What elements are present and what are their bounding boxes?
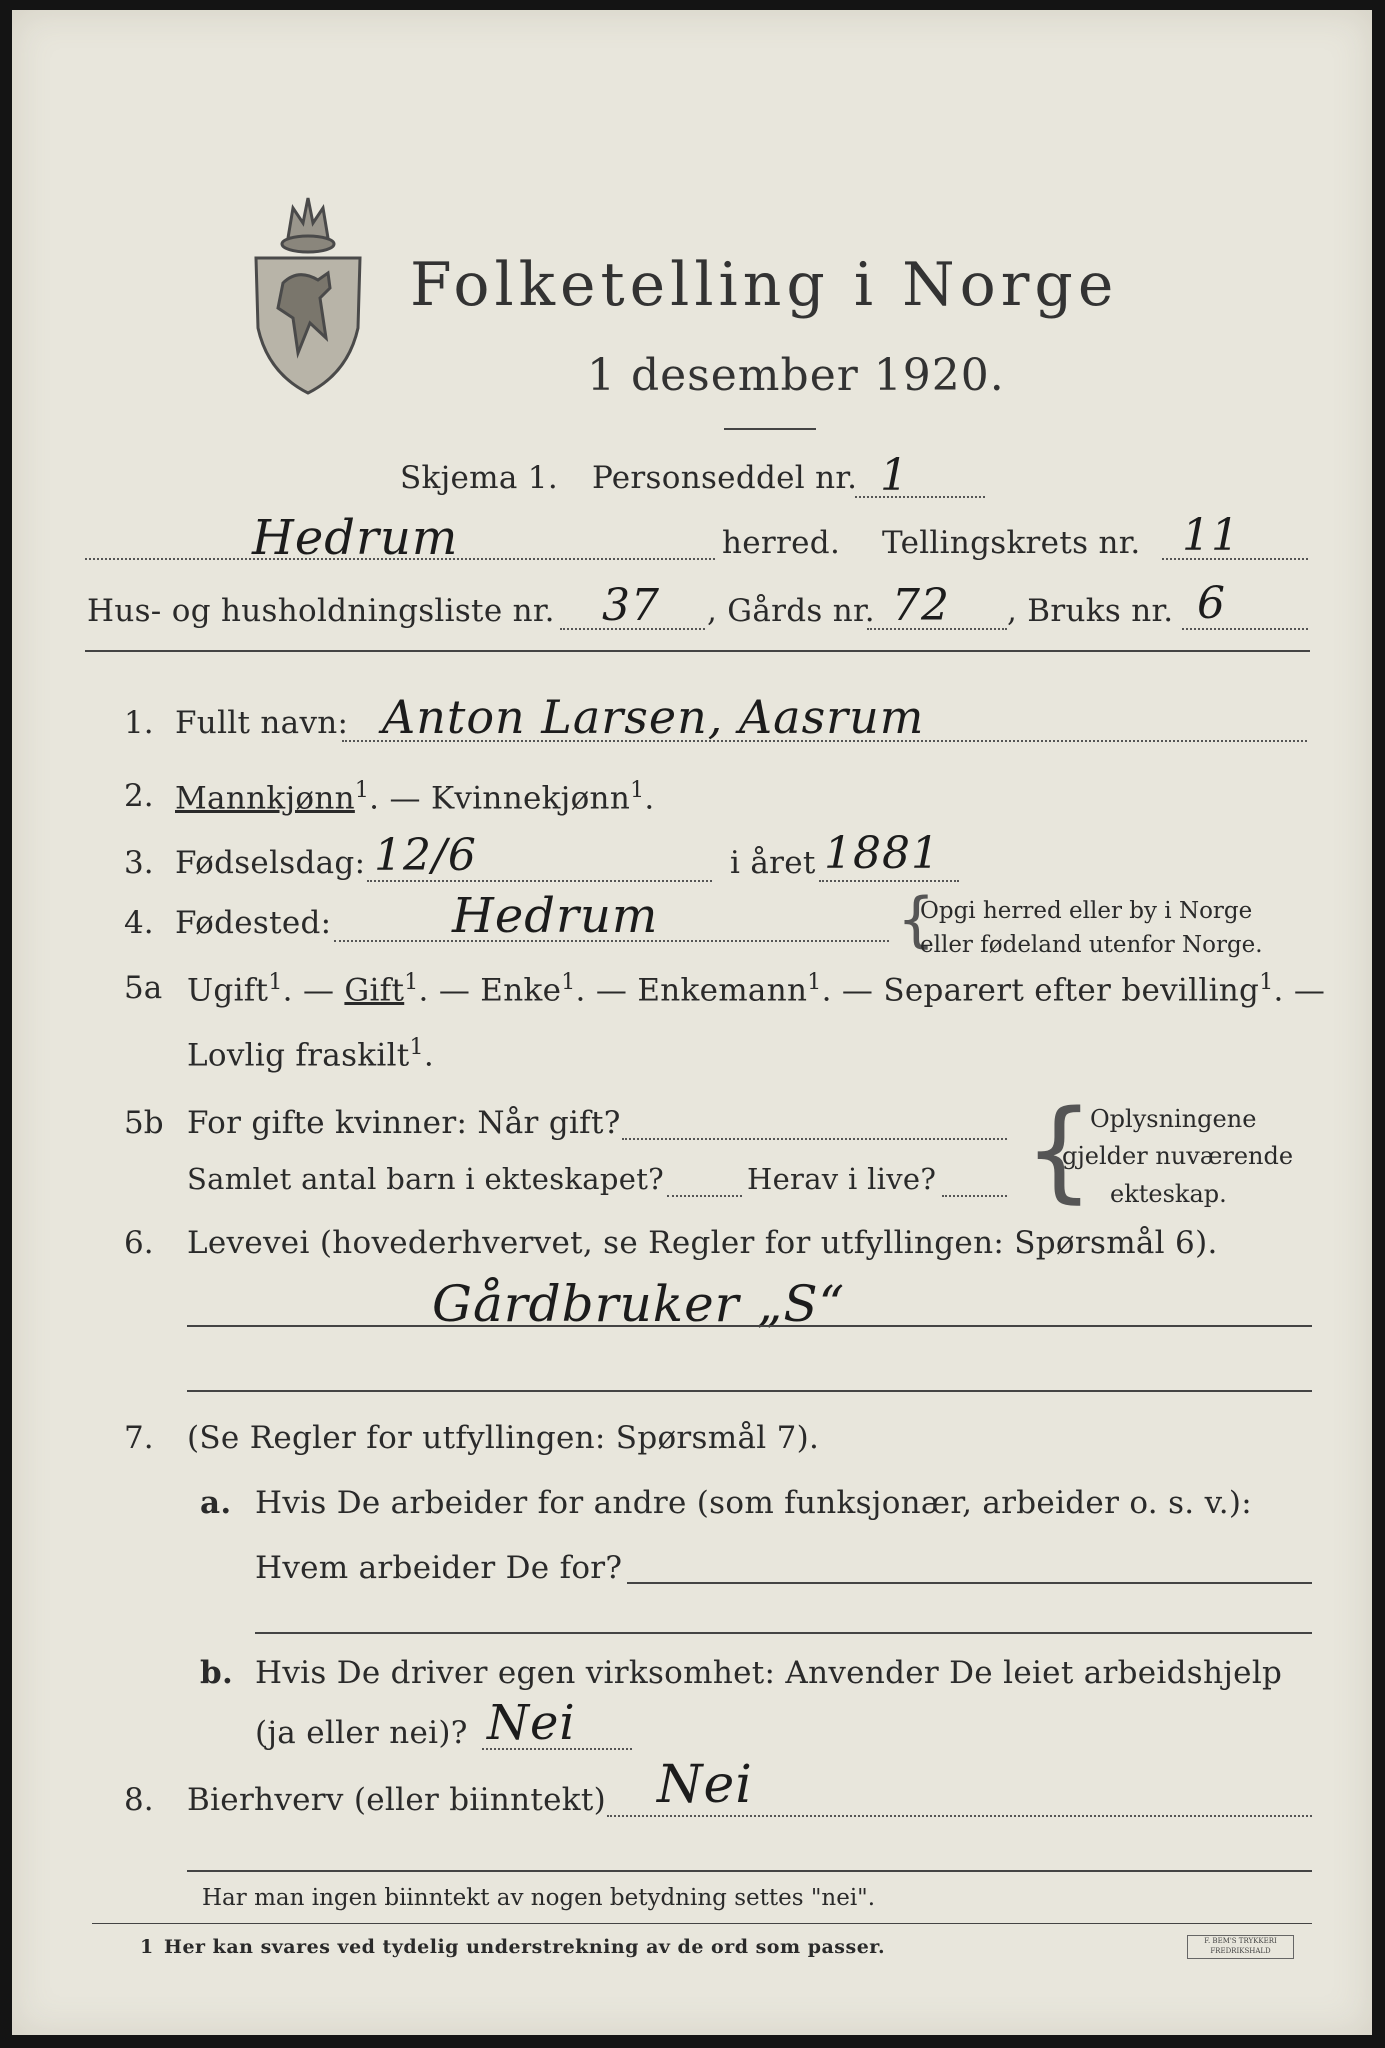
q4-note-1: Opgi herred eller by i Norge [920,898,1253,924]
q6-number: 6. [124,1225,154,1261]
q7-number: 7. [124,1420,154,1456]
q1-value[interactable]: Anton Larsen, Aasrum [382,690,925,744]
q3-year-label: i året [730,845,816,881]
q1-number: 1. [124,705,154,741]
q5b-label-3: Herav i live? [747,1162,937,1196]
norway-coat-of-arms-icon [248,188,368,398]
herred-value[interactable]: Hedrum [252,510,459,566]
q6-value[interactable]: Gårdbruker „S“ [432,1275,846,1333]
q5a-number: 5a [124,970,163,1006]
q8-value[interactable]: Nei [657,1755,753,1815]
form-subtitle: 1 desember 1920. [587,350,1005,401]
gards-label: , Gårds nr. [707,593,875,629]
gards-value[interactable]: 72 [892,580,950,631]
q3-year-line [819,880,959,882]
enke-option[interactable]: Enke [480,972,562,1009]
q5b-label-2: Samlet antal barn i ekteskapet? [187,1162,664,1196]
header-rule [85,650,1310,652]
q2-number: 2. [124,778,154,814]
q8-line [607,1815,1312,1817]
footer-rule [92,1923,1312,1924]
tellingskrets-value[interactable]: 11 [1182,510,1240,561]
q7a-label-2: Hvem arbeider De for? [255,1550,623,1586]
q2-line-text: Mannkjønn$^1$. — Kvinnekjønn$^1$. [175,778,655,817]
q7a-label-1: Hvis De arbeider for andre (som funksjonær, arbeider o. s. v.): [255,1485,1253,1521]
hus-label: Hus- og husholdningsliste nr. [87,593,555,629]
personseddel-label: Personseddel nr. [592,460,858,496]
footnote-number: 1 [140,1936,154,1958]
q5a-options: Ugift$^1$. — Gift$^1$. — Enke$^1$. — Enkemann$^1$. — Separert efter bevilling$^1$. — [187,970,1326,1009]
q5b-note-2: gjelder nuværende [1062,1142,1294,1170]
gift-option[interactable]: Gift [344,972,405,1009]
mannkjonn-option[interactable]: Mannkjønn [175,780,355,817]
q4-note-2: eller fødeland utenfor Norge. [920,932,1263,958]
q7a-line-2[interactable] [255,1632,1312,1634]
q1-label: Fullt navn: [175,705,349,741]
q5b-when-line[interactable] [622,1138,1007,1140]
footnote-text: Her kan svares ved tydelig understrekning av de ord som passer. [164,1936,886,1958]
q5b-brace: { [1024,1086,1094,1214]
tellingskrets-label: Tellingskrets nr. [882,525,1141,561]
bruks-value[interactable]: 6 [1197,578,1226,629]
q4-brace: { [897,885,936,955]
q3-label: Fødselsdag: [175,845,366,881]
q5b-label-1: For gifte kvinner: Når gift? [187,1105,621,1141]
q5b-alive-line[interactable] [942,1195,1007,1197]
lovlig-fraskilt-option[interactable]: Lovlig fraskilt [187,1037,410,1074]
hus-value[interactable]: 37 [602,580,660,631]
q7a-letter: a. [200,1485,232,1521]
q4-number: 4. [124,905,154,941]
q5b-note-1: Oplysningene [1090,1105,1257,1133]
footer-note: Har man ingen biinntekt av nogen betydning settes "nei". [202,1885,876,1911]
q6-line-1 [187,1325,1312,1327]
title-divider [724,428,816,430]
personseddel-value[interactable]: 1 [880,450,909,501]
q5a-options-2: Lovlig fraskilt$^1$. [187,1035,435,1074]
q3-date-value[interactable]: 12/6 [374,830,477,881]
enkemann-option[interactable]: Enkemann [637,972,808,1009]
q7b-value[interactable]: Nei [487,1695,576,1751]
q7b-letter: b. [200,1655,234,1691]
kvinnekjonn-option[interactable]: Kvinnekjønn [430,780,631,817]
q8-label: Bierhverv (eller biinntekt) [187,1782,607,1818]
form-title: Folketelling i Norge [410,250,1119,320]
q7a-line-1[interactable] [627,1582,1312,1584]
q5b-note-3: ekteskap. [1110,1180,1227,1208]
q3-number: 3. [124,845,154,881]
q5b-children-line[interactable] [667,1195,742,1197]
personseddel-line [855,496,985,498]
q4-value[interactable]: Hedrum [452,888,659,944]
herred-label: herred. [722,525,841,561]
q7b-label-1: Hvis De driver egen virksomhet: Anvender De leiet arbeidshjelp [255,1655,1283,1691]
q5b-number: 5b [124,1105,164,1141]
printer-stamp: F. BEM'S TRYKKERI FREDRIKSHALD [1187,1935,1294,1959]
q4-label: Fødested: [175,905,332,941]
q3-year-value[interactable]: 1881 [824,828,940,879]
q8-line-2 [187,1870,1312,1872]
q7b-label-2: (ja eller nei)? [255,1715,468,1751]
separert-option[interactable]: Separert efter bevilling [883,972,1260,1009]
q6-label: Levevei (hovederhvervet, se Regler for utfyllingen: Spørsmål 6). [187,1225,1218,1261]
skjema-label: Skjema 1. [400,460,558,496]
q6-line-2 [187,1390,1312,1392]
q8-number: 8. [124,1782,154,1818]
bruks-label: , Bruks nr. [1007,593,1174,629]
census-form-page [12,10,1372,2035]
q7-label: (Se Regler for utfyllingen: Spørsmål 7). [187,1420,820,1456]
ugift-option[interactable]: Ugift [187,972,269,1009]
